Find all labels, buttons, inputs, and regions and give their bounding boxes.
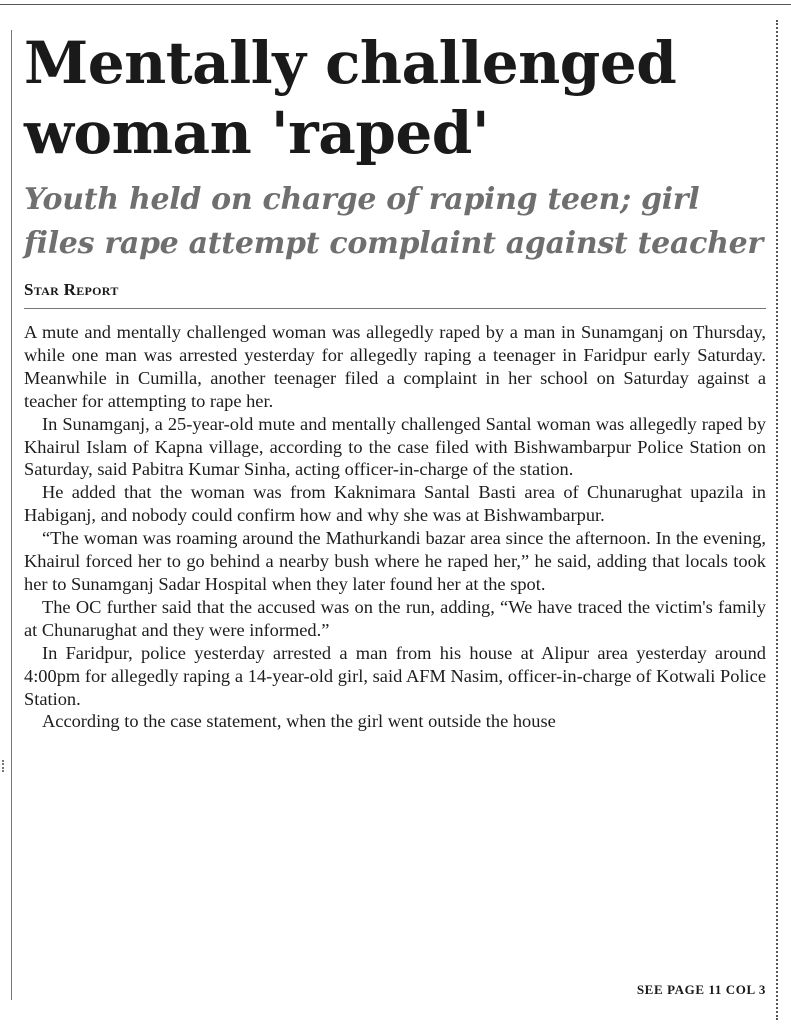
news-article: [24, 28, 766, 733]
byline: Star Report: [24, 280, 119, 299]
article-body: [24, 321, 766, 733]
paragraph-5: The OC further said that the accused was on the run, adding, “We have traced the victim's family at Chunarughat and they were informed.”: [24, 596, 766, 640]
continuation-area: [24, 982, 766, 1002]
paragraph-7: According to the case statement, when the girl went outside the house: [42, 711, 556, 732]
headline: Mentally challenged woman 'raped': [24, 29, 677, 167]
top-border-rule: [0, 4, 791, 5]
paragraph-4: “The woman was roaming around the Mathurkandi bazar area since the afternoon. In the evening, Khairul forced her to go behind a nearby bush where he raped her,” he said, adding that locals took her to Sunamganj Sadar Hospital when they later found her at the spot.: [24, 528, 766, 594]
paragraph-2: In Sunamganj, a 25-year-old mute and mentally challenged Santal woman was allegedly raped by Khairul Islam of Kapna village, according to the case filed with Bishwambarpur Police Station on Saturday, said Pabitra Kumar Sinha, acting officer-in-charge of the station.: [24, 413, 766, 480]
paragraph-3: He added that the woman was from Kaknimara Santal Basti area of Chunarughat upazila in Habiganj, and nobody could confirm how and why she was at Bishwambarpur.: [24, 482, 766, 526]
paragraph-6: In Faridpur, police yesterday arrested a man from his house at Alipur area yesterday around 4:00pm for allegedly raping a 14-year-old girl, said AFM Nasim, officer-in-charge of Kotwali Police Station.: [24, 642, 766, 709]
right-dotted-column-rule: [776, 20, 778, 1020]
left-column-rule: [11, 30, 12, 1000]
subheadline: Youth held on charge of raping teen; girl files rape attempt complaint against teacher: [24, 182, 763, 261]
paragraph-1: A mute and mentally challenged woman was allegedly raped by a man in Sunamganj on Thursday, while one man was arrested yesterday for allegedly raping a teenager in Faridpur early Saturday. Meanwhile in Cumilla, another teenager filed a complaint in her school on Saturday against a teacher for attempting to rape her.: [24, 322, 766, 411]
byline-divider: [24, 308, 766, 309]
left-margin-marks: [2, 760, 4, 772]
continued-on-page-link[interactable]: SEE PAGE 11 COL 3: [636, 982, 766, 997]
